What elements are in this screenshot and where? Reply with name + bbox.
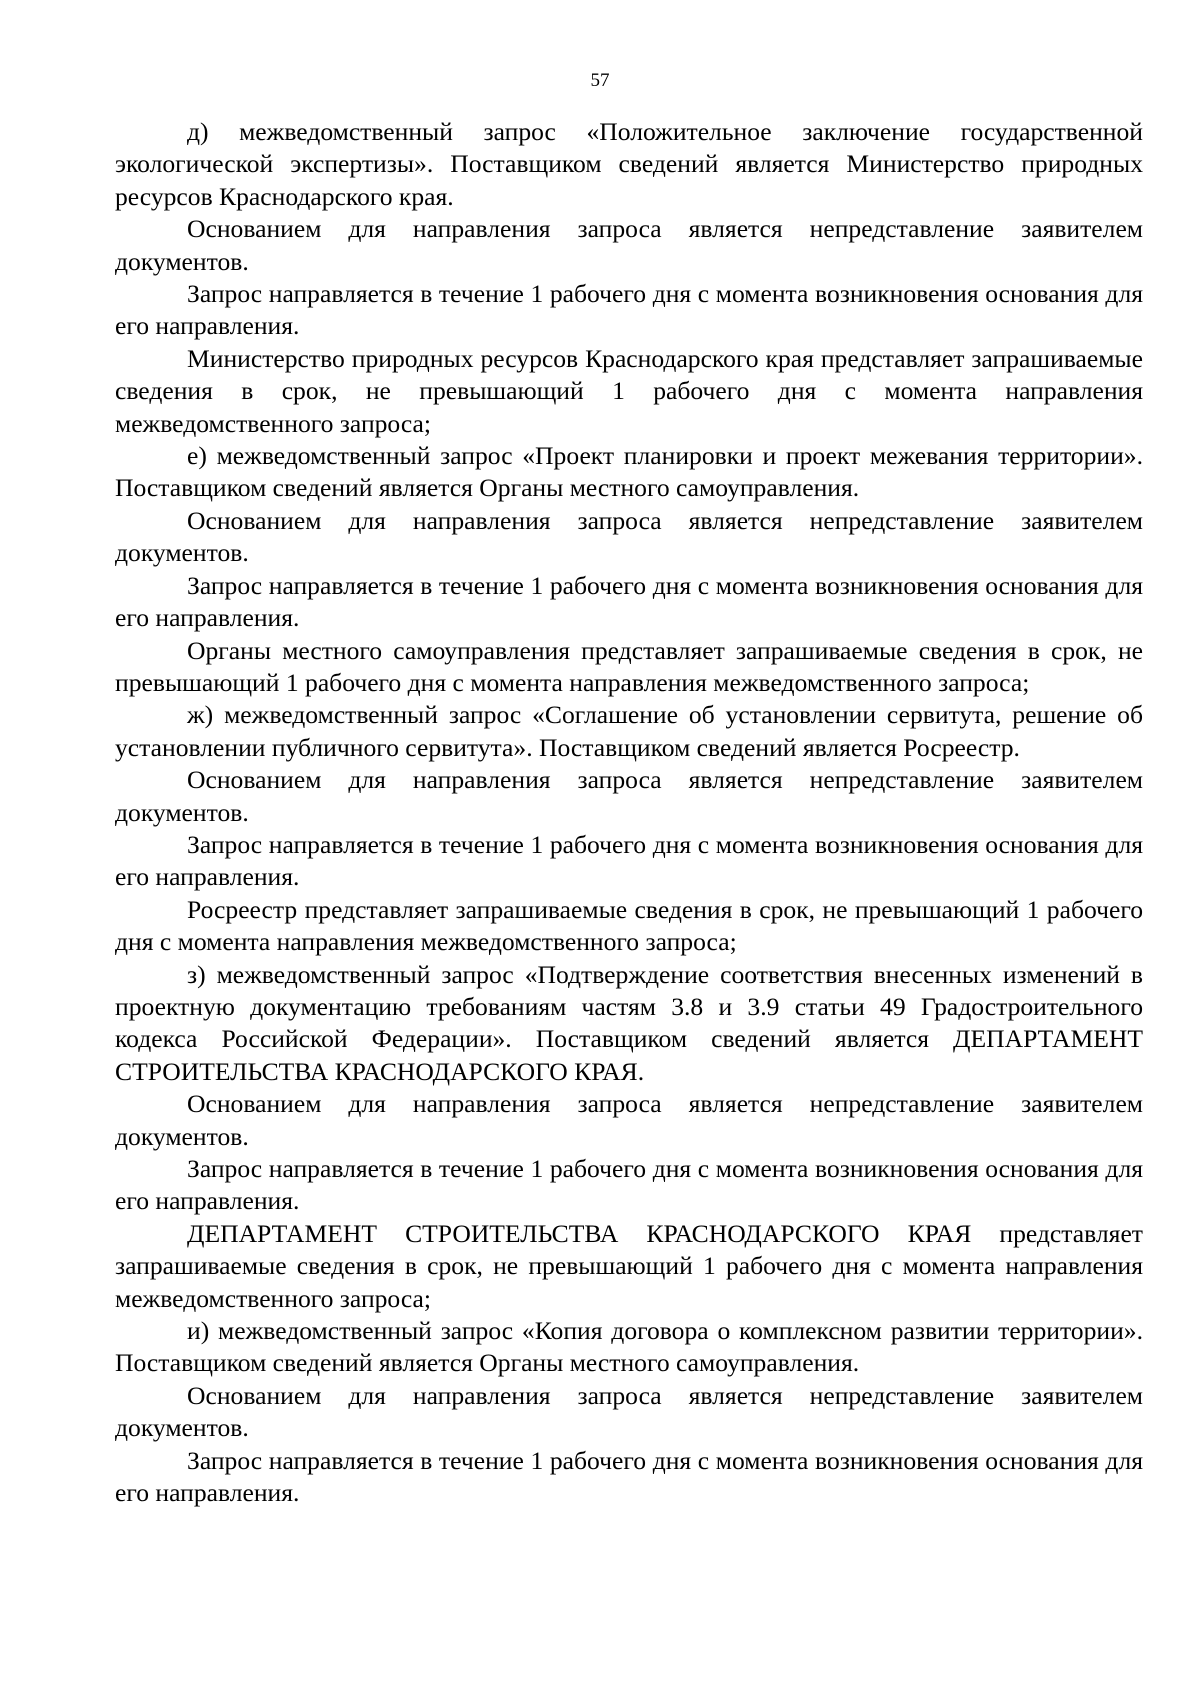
paragraph-basis: Основанием для направления запроса является непредставление заявителем документов. <box>115 1089 1143 1151</box>
paragraph-timing: Запрос направляется в течение 1 рабочего дня с момента возникновения основания для его направления. <box>115 279 1143 341</box>
paragraph-provider-response: Росреестр представляет запрашиваемые сведения в срок, не превышающий 1 рабочего дня с момента направления межведомственного запроса; <box>115 894 1143 957</box>
paragraph-item-d-request: д) межведомственный запрос «Положительное заключение государственной экологической экспертизы». Поставщиком сведений является Министерство природных ресурсов Краснодарского края. <box>115 117 1143 211</box>
paragraph-item-zh-request: ж) межведомственный запрос «Соглашение об установлении сервитута, решение об установлении публичного сервитута». Поставщиком сведений является Росреестр. <box>115 700 1143 762</box>
document-body <box>115 116 1143 1509</box>
paragraph-timing: Запрос направляется в течение 1 рабочего дня с момента возникновения основания для его направления. <box>115 1154 1143 1216</box>
paragraph-item-z-request: з) межведомственный запрос «Подтверждение соответствия внесенных изменений в проектную документацию требованиям частям 3.8 и 3.9 статьи 49 Градостроительного кодекса Российской Федерации». Поставщиком сведений является ДЕПАРТАМЕНТ СТРОИТЕЛЬСТВА КРАСНОДАРСКОГО КРАЯ. <box>115 959 1143 1086</box>
paragraph-item-e-request: е) межведомственный запрос «Проект планировки и проект межевания территории». Поставщиком сведений является Органы местного самоуправления. <box>115 441 1143 503</box>
paragraph-timing: Запрос направляется в течение 1 рабочего дня с момента возникновения основания для его направления. <box>115 570 1143 633</box>
paragraph-basis: Основанием для направления запроса является непредставление заявителем документов. <box>115 505 1143 568</box>
paragraph-timing: Запрос направляется в течение 1 рабочего дня с момента возникновения основания для его направления. <box>115 829 1143 892</box>
page-number: 57 <box>590 70 610 91</box>
paragraph-timing: Запрос направляется в течение 1 рабочего дня с момента возникновения основания для его направления. <box>115 1445 1143 1508</box>
paragraph-item-i-request: и) межведомственный запрос «Копия договора о комплексном развитии территории». Поставщиком сведений является Органы местного самоуправления. <box>115 1316 1143 1378</box>
paragraph-basis: Основанием для направления запроса является непредставление заявителем документов. <box>115 765 1143 827</box>
paragraph-provider-response: Органы местного самоуправления представляет запрашиваемые сведения в срок, не превышающий 1 рабочего дня с момента направления межведомственного запроса; <box>115 635 1143 697</box>
paragraph-provider-response: ДЕПАРТАМЕНТ СТРОИТЕЛЬСТВА КРАСНОДАРСКОГО КРАЯ представляет запрашиваемые сведения в срок, не превышающий 1 рабочего дня с момента направления межведомственного запроса; <box>115 1218 1143 1313</box>
paragraph-provider-response: Министерство природных ресурсов Краснодарского края представляет запрашиваемые сведения в срок, не превышающий 1 рабочего дня с момента направления межведомственного запроса; <box>115 343 1143 438</box>
paragraph-basis: Основанием для направления запроса является непредставление заявителем документов. <box>115 214 1143 276</box>
paragraph-basis: Основанием для направления запроса является непредставление заявителем документов. <box>115 1380 1143 1443</box>
